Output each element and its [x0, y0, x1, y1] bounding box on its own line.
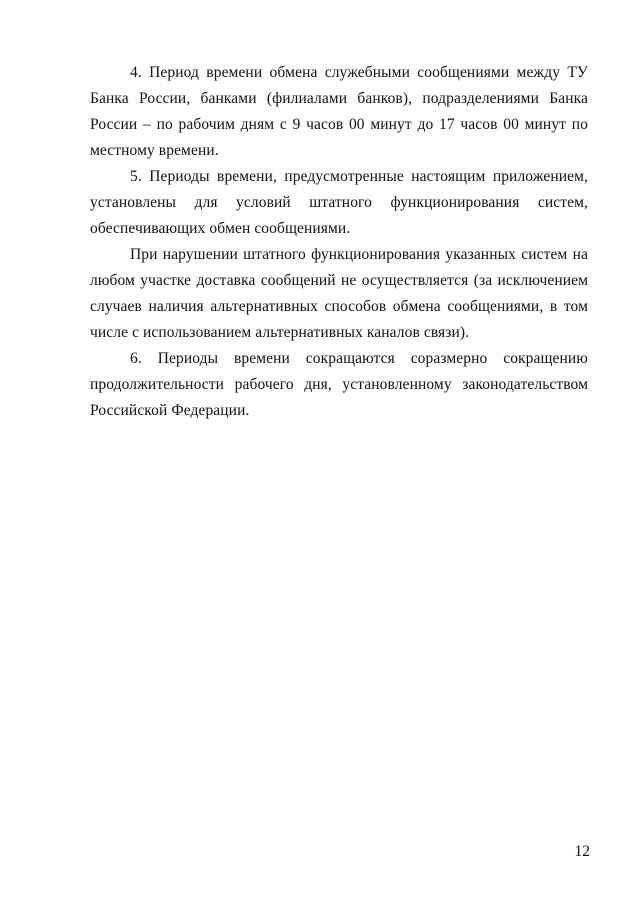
paragraph-5: 5. Периоды времени, предусмотренные настоящим приложением, установлены для условий штатного функционирования систем, обеспечивающих обмен сообщениями. [90, 168, 588, 237]
paragraph-6: 6. Периоды времени сокращаются соразмерно сокращению продолжительности рабочего дня, установленному законодательством Российской Федерации. [90, 350, 588, 419]
paragraph-5-continued: При нарушении штатного функционирования указанных систем на любом участке доставка сообщений не осуществляется (за исключением случаев наличия альтернативных способов обмена сообщениями, в том числе с использованием альтернативных каналов связи). [90, 246, 588, 341]
document-body [90, 60, 588, 424]
paragraph-4: 4. Период времени обмена служебными сообщениями между ТУ Банка России, банками (филиалами банков), подразделениями Банка России – по рабочим дням с 9 часов 00 минут до 17 часов 00 минут по местному времени. [90, 64, 588, 159]
page-number: 12 [574, 843, 590, 860]
